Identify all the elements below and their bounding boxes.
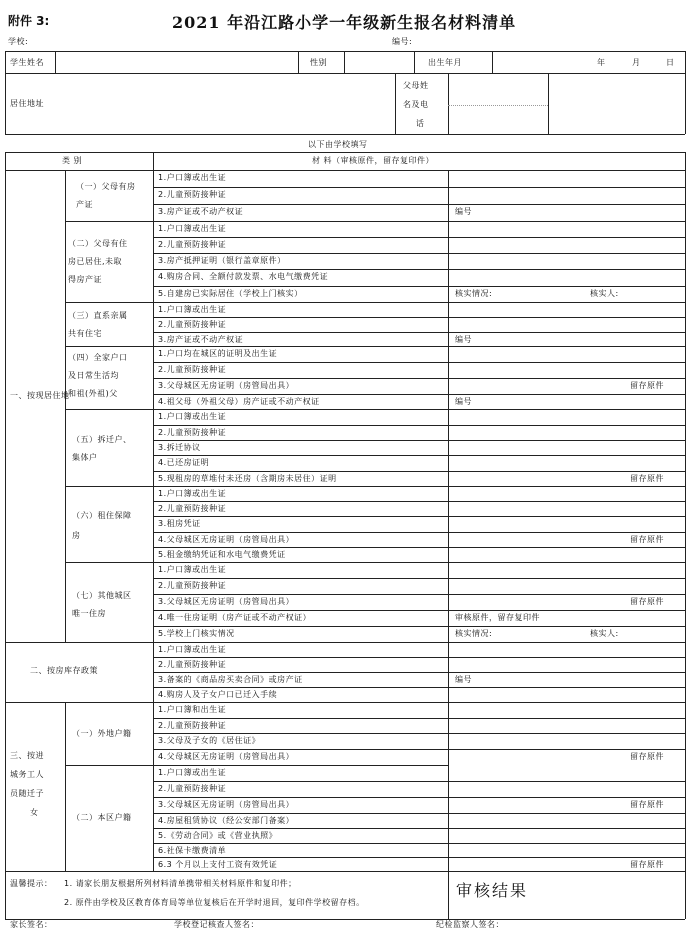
review-box-border — [448, 871, 449, 919]
info-divider — [298, 51, 299, 73]
material-item: 3.租房凭证 — [158, 519, 201, 528]
tip-1: 1. 请家长朋友根据所列材料清单携带相关材料原件和复印件； — [64, 879, 297, 888]
section-separator — [5, 702, 685, 703]
material-item: 4.祖父母（外祖父母）房产证或不动产权证 — [158, 397, 320, 406]
info-mid-border — [5, 73, 685, 74]
material-item: 2.儿童预防接种证 — [158, 504, 227, 513]
section-separator — [5, 642, 685, 643]
material-item: 2.儿童预防接种证 — [158, 428, 227, 437]
table-left-border — [5, 152, 6, 871]
retain-original-note: 留存原件 — [630, 535, 664, 544]
group-label: （四）全家户口 — [68, 353, 128, 362]
parent-name-line: 话 — [416, 119, 425, 128]
group-label: （一）外地户籍 — [72, 729, 132, 738]
group-label: 共有住宅 — [68, 329, 102, 338]
footer-left-border — [5, 871, 6, 919]
table-materials-left-border — [153, 152, 154, 871]
material-item: 4.购房合同、全额付款发票、水电气缴费凭证 — [158, 272, 329, 281]
registrar-sign-label: 学校登记核查人签名： — [174, 920, 259, 929]
info-dotted-line — [448, 105, 548, 106]
material-item: 4.购房人及子女户口已迁入手续 — [158, 690, 278, 699]
number-label: 编号: — [392, 37, 413, 46]
student-name-label: 学生姓名 — [10, 58, 44, 67]
page-title: 2021 年沿江路小学一年级新生报名材料清单 — [172, 13, 517, 32]
material-item: 2.儿童预防接种证 — [158, 365, 227, 374]
material-note: 编号 — [455, 675, 472, 684]
material-note: 编号 — [455, 207, 472, 216]
material-item: 1.户口簿或出生证 — [158, 224, 227, 233]
material-note: 核实情况: — [455, 629, 493, 638]
group-label: （一）父母有房 — [76, 182, 136, 191]
material-item: 1.户口簿或出生证 — [158, 565, 227, 574]
material-item: 1.户口簿和出生证 — [158, 705, 227, 714]
section-3-label: 员随迁子 — [10, 789, 44, 798]
section-group-divider — [65, 170, 66, 642]
section-3-label: 三、按进 — [10, 751, 44, 760]
school-label: 学校: — [8, 37, 29, 46]
material-item: 1.户口簿或出生证 — [158, 645, 227, 654]
material-item: 5.《劳动合同》或《营业执照》 — [158, 831, 278, 840]
year-label: 年 — [597, 58, 606, 67]
month-label: 月 — [632, 58, 641, 67]
table-bottom-border — [5, 871, 685, 872]
material-item: 1.户口簿或出生证 — [158, 412, 227, 421]
retain-original-note: 留存原件 — [630, 860, 664, 869]
group-label: （六）租住保障 — [72, 511, 132, 520]
info-divider — [344, 51, 345, 73]
material-item: 2.儿童预防接种证 — [158, 320, 227, 329]
group-label: （二）本区户籍 — [72, 813, 132, 822]
info-divider — [492, 51, 493, 73]
group-separator — [65, 765, 448, 766]
material-item: 4.父母城区无房证明（房管局出具） — [158, 752, 295, 761]
material-item: 5.租金缴纳凭证和水电气缴费凭证 — [158, 550, 286, 559]
material-item: 4.房屋租赁协议（经公安部门备案） — [158, 816, 295, 825]
group-label: 唯一住房 — [72, 609, 106, 618]
material-item: 2.儿童预防接种证 — [158, 190, 227, 199]
table-note-left-border — [448, 170, 449, 871]
section-3-label: 城务工人 — [10, 770, 44, 779]
material-note: 编号 — [455, 335, 472, 344]
material-item: 2.儿童预防接种证 — [158, 721, 227, 730]
retain-original-note: 留存原件 — [630, 752, 664, 761]
retain-original-note: 留存原件 — [630, 474, 664, 483]
attachment-label: 附件 3: — [8, 14, 50, 28]
review-result-label: 审核结果 — [456, 881, 529, 900]
table-header-bottom — [5, 170, 685, 171]
material-item: 3.备案的《商品房买卖合同》或房产证 — [158, 675, 303, 684]
material-item: 4.唯一住房证明（房产证或不动产权证） — [158, 613, 312, 622]
info-divider — [395, 73, 396, 134]
section-2-label: 二、按房库存政策 — [30, 666, 98, 675]
birth-date-label: 出生年月 — [428, 58, 462, 67]
group-label: 房 — [72, 531, 81, 540]
section-3-label: 女 — [30, 808, 39, 817]
material-item: 3.父母及子女的《居住证》 — [158, 736, 261, 745]
material-item: 6.社保卡缴费清单 — [158, 846, 227, 855]
table-right-border — [685, 152, 686, 919]
info-top-border — [5, 51, 685, 52]
material-item: 1.户口簿或出生证 — [158, 173, 227, 182]
material-note-verifier: 核实人: — [590, 289, 619, 298]
material-item: 4.父母城区无房证明（房管局出具） — [158, 535, 295, 544]
material-item: 1.户口簿或出生证 — [158, 305, 227, 314]
info-bottom-border — [5, 134, 685, 135]
group-label: 房已居住,未取 — [68, 257, 123, 266]
group-label: （七）其他城区 — [72, 591, 132, 600]
group-label: 得房产证 — [68, 275, 102, 284]
info-right-border — [685, 51, 686, 134]
material-note: 审核原件，留存复印件 — [455, 613, 540, 622]
material-item: 2.儿童预防接种证 — [158, 784, 227, 793]
info-left-border — [5, 51, 6, 134]
parent-name-line: 名及电 — [403, 100, 429, 109]
group-label: （二）父母有住 — [68, 239, 128, 248]
group-label: 及日常生活均 — [68, 371, 119, 380]
material-item: 3.房产抵押证明（银行盖章原件） — [158, 256, 286, 265]
material-item: 3.父母城区无房证明（房管局出具） — [158, 381, 295, 390]
material-item: 6.3 个月以上支付工资有效凭证 — [158, 860, 278, 869]
retain-original-note: 留存原件 — [630, 381, 664, 390]
material-item: 3.父母城区无房证明（房管局出具） — [158, 800, 295, 809]
material-item: 2.儿童预防接种证 — [158, 660, 227, 669]
parent-sign-label: 家长签名： — [10, 920, 53, 929]
tip-2: 2. 原件由学校及区教育体育局等单位复核后在开学时退回，复印件学校留存档。 — [64, 898, 365, 907]
section-1-label: 一、按现居住地 — [10, 391, 70, 400]
footer-bottom-border — [5, 919, 685, 920]
table-top-border — [5, 152, 685, 153]
info-divider — [55, 51, 56, 73]
parent-name-line: 父母姓 — [403, 81, 429, 90]
material-item: 2.儿童预防接种证 — [158, 581, 227, 590]
info-divider — [414, 51, 415, 73]
info-divider — [448, 73, 449, 134]
material-item: 3.拆迁协议 — [158, 443, 201, 452]
section-group-divider — [65, 702, 66, 871]
tips-label: 温馨提示： — [10, 879, 53, 888]
material-item: 3.房产证或不动产权证 — [158, 207, 244, 216]
info-divider — [548, 73, 549, 134]
gender-label: 性别 — [310, 58, 327, 67]
material-item: 5.学校上门核实情况 — [158, 629, 235, 638]
material-item: 1.户口簿或出生证 — [158, 768, 227, 777]
material-item: 4.已还房证明 — [158, 458, 210, 467]
group-label: （三）直系亲属 — [68, 311, 128, 320]
retain-original-note: 留存原件 — [630, 800, 664, 809]
material-item: 3.房产证或不动产权证 — [158, 335, 244, 344]
address-label: 居住地址 — [10, 99, 44, 108]
day-label: 日 — [666, 58, 675, 67]
material-note: 编号 — [455, 397, 472, 406]
group-label: （五）拆迁户、 — [72, 435, 132, 444]
material-item: 1.户口簿或出生证 — [158, 489, 227, 498]
material-item: 2.儿童预防接种证 — [158, 240, 227, 249]
material-item: 5.现租房的草堆付未还房（含期房未居住）证明 — [158, 474, 337, 483]
material-note-verifier: 核实人: — [590, 629, 619, 638]
group-label: 产证 — [76, 200, 93, 209]
school-fill-note: 以下由学校填写 — [308, 140, 368, 149]
group-label: 集体户 — [72, 453, 98, 462]
category-header: 类 别 — [62, 156, 83, 165]
retain-original-note: 留存原件 — [630, 597, 664, 606]
material-note: 核实情况: — [455, 289, 493, 298]
group-label: 和祖(外祖)父 — [68, 389, 118, 398]
material-item: 3.父母城区无房证明（房管局出具） — [158, 597, 295, 606]
material-item: 5.自建房已实际居住（学校上门核实） — [158, 289, 303, 298]
supervisor-sign-label: 纪检监察人签名： — [436, 920, 504, 929]
material-item: 1.户口均在城区的证明及出生证 — [158, 349, 278, 358]
materials-header: 材 料（审核原件，留存复印件） — [312, 156, 435, 165]
